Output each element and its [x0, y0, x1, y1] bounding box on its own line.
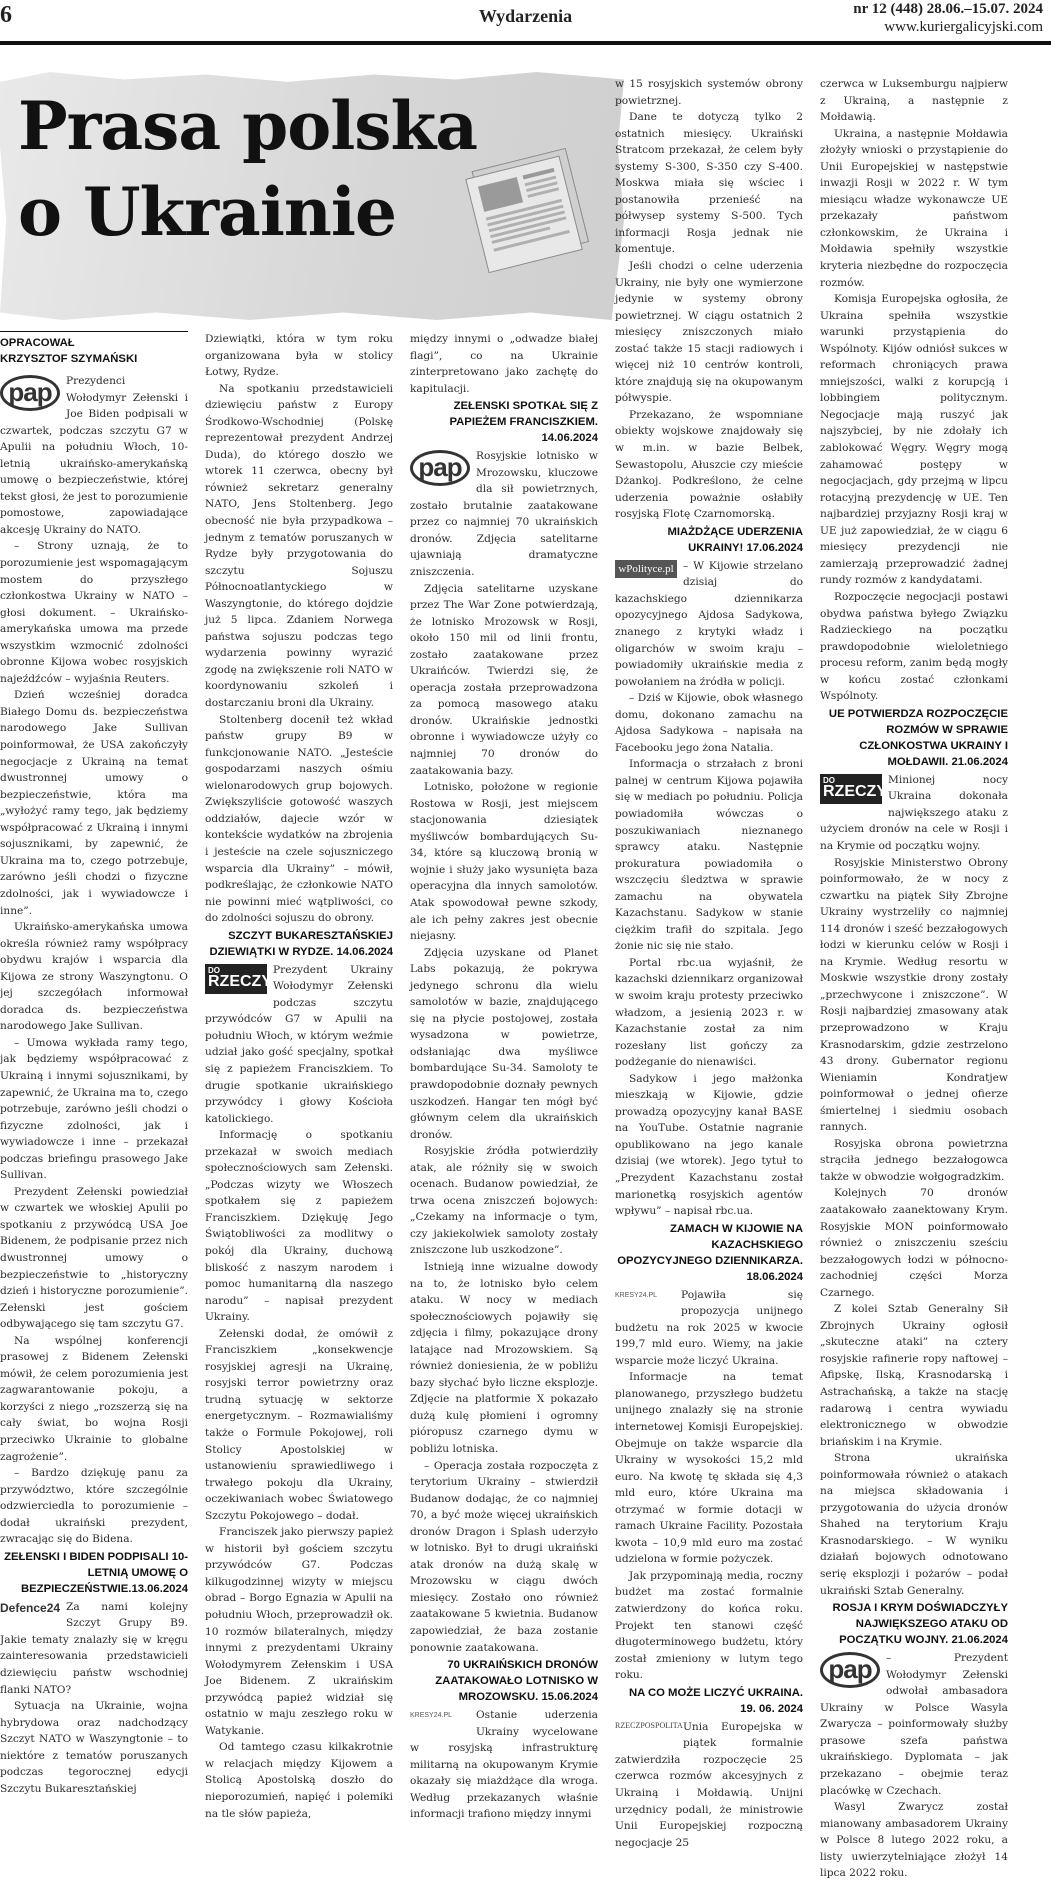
kresy-logo: KRESY24.PL	[410, 1712, 453, 1720]
paragraph: Komisja Europejska ogłosiła, że Ukraina spełniła wszystkie warunki przystąpienia do Wspólnoty. Kijów odniósł sukces w reformach chroniących prawa mniejszości, walki z korupcją i lobbingiem politycznym. Negocjacje mają ruszyć jak najszybciej, by nie zdołały ich zablokować Węgry. Węgry mogą zahamować postępy w negocjacjach, gdy przejmą w lipcu rotacyjną prezydencję w UE. Ten najbardziej przyjazny Rosji kraj w UE już zapowiedział, że w ciągu 6 miesięcy prezydencji nie zamierzają przeprowadzić żadnej rundy rozmów z kandydatami.	[820, 293, 1008, 587]
paragraph: – Dziś w Kijowie, obok własnego domu, dokonano zamachu na Ajdosa Sadykowa – napisała na Facebooku jego żona Natalia.	[615, 692, 803, 754]
paragraph: Lotnisko, położone w regionie Rostowa w Rosji, jest miejscem stacjonowania dziesiątek myśliwców bombardujących Su-34, które są kluczową bronią w wojnie i służy jako wysunięta baza operacyjna dla innych samolotów. Atak spowodował pewne szkody, ale ich pełny zakres jest obecnie niejasny.	[410, 781, 598, 943]
section-name: Wydarzenia	[478, 6, 573, 26]
paragraph: Informacje na temat planowanego, przyszłego budżetu unijnego znalazły się na stronie internetowej Komisji Europejskiej. Obejmuje on także wsparcie dla Ukrainy w wysokości 15,2 mld euro. Na kwotę tę składa się 4,3 mld euro, które Ukraina ma otrzymać w formie dotacji w ramach Ukraine Facility. Pozostała kwota – 10,9 mld euro ma zostać udzielona w formie pożyczek.	[615, 1371, 803, 1566]
paragraph: Prezydenci Wołodymyr Zełenski i Joe Biden podpisali w czwartek, podczas szczytu G7 w Apulii na południu Włoch, 10-letnią ukraińsko-amerykańską umowę o bezpieczeństwie, której tekst głosi, że jest to porozumienie pomostowe, zapowiadające akcesję Ukrainy do NATO.	[0, 375, 188, 536]
dorzeczy-logo: DO RZECZY	[205, 964, 267, 994]
news-heading: ZEŁENSKI I BIDEN PODPISALI 10-LETNIĄ UMOWĘ O BEZPIECZEŃSTWIE.13.06.2024	[4, 1550, 188, 1595]
news-heading: ROSJA I KRYM DOŚWIADCZYŁY NAJWIĘKSZEGO ATAKU OD POCZĄTKU WOJNY. 21.06.2024	[832, 1602, 1008, 1647]
paragraph: Informacja o strzałach z broni palnej w centrum Kijowa pojawiła się w mediach po południu. Policja powiadomiła wówczas o poszukiwaniach nieznanego sprawcy ataku. Następnie prokuratura powiadomiła o wszczęciu śledztwa w sprawie zamachu na obywatela Kazachstanu. Sadykow w stanie ciężkim trafił do szpitala. Jego żonie nic się nie stało.	[615, 758, 803, 953]
paragraph: w 15 rosyjskich systemów obrony powietrznej.	[615, 78, 803, 107]
paragraph: Prezydent Ukrainy Wołodymyr Zełenski podczas szczytu przywódców G7 w Apulii na południu Włoch, w którym weźmie udział jako gość specjalny, spotkał się z papieżem Franciszkiem. To drugie spotkanie ukraińskiego przywódcy i głowy Kościoła katolickiego.	[205, 963, 393, 1125]
paragraph: Informację o spotkaniu przekazał w swoich mediach społecznościowych sam Zełenski. „Podczas wizyty we Włoszech spotkałem się z papieżem Franciszkiem. Dziękuję Jego Świątobliwości za modlitwy o pokój dla Ukrainy, duchową bliskość z naszym narodem i pomoc humanitarną dla naszego narodu” – napisał prezydent Ukrainy.	[205, 1129, 393, 1324]
paragraph: Ukraina, a następnie Mołdawia złożyły wnioski o przystąpienie do Unii Europejskiej w następstwie inwazji Rosji w 2022 r. W tym miesiącu władze wykonawcze UE przekazały państwom członkowskim, że Ukraina i Mołdawia spełniły wszystkie kryteria niezbędne do rozpoczęcia rozmów.	[820, 127, 1008, 289]
paragraph: Zdjęcia uzyskane od Planet Labs pokazują, że pokrywa jedynego schronu dla wielu samolotów w bazie, znajdującego się na płycie postojowej, została wysadzona w powietrze, odsłaniając dwa myśliwce bombardujące Su-34. Samoloty te prawdopodobnie doznały pewnych uszkodzeń. Hangar ten mógł być głównym celem dla ukraińskich dronów.	[410, 946, 598, 1141]
pap-logo: pap	[410, 450, 470, 486]
paragraph: – Bardzo dziękuję panu za przywództwo, które szczególnie odzwierciedla to porozumienie – dodał ukraiński prezydent, zwracając się do Bidena.	[0, 1467, 188, 1546]
paragraph: Dane te dotyczą tylko 2 ostatnich miesięcy. Ukraiński Stratcom przekazał, że celem były systemy S-300, S-350 czy S-400. Moskwa miała się wściec i postanowiła przenieść na półwysep systemy S-500. Tych informacji Rosja jednak nie komentuje.	[615, 111, 803, 256]
news-heading: NA CO MOŻE LICZYĆ UKRAINA. 19. 06. 2024	[628, 1686, 803, 1715]
paragraph: Ostanie uderzenia Ukrainy wycelowane w rosyjską infrastrukturę militarną na okupowanym Krymie okazały się miażdżące dla wroga. Według przekazanych właśnie informacji trafiono między innymi	[410, 1709, 598, 1821]
paragraph: Rosyjskie Ministerstwo Obrony poinformowało, że w nocy z czwartku na piątek Siły Zbrojne Ukrainy wystrzeliły co najmniej 114 dronów i sześć bezzałogowych łodzi w kierunku celów w Rosji i na Krymie. Według resortu w Moskwie wszystkie drony zostały „przechwycone i zniszczone”. W Rosji najbardziej zmasowany atak przeprowadzono w Kraju Krasnodarskim, gdzie zestrzelono 43 drony. Gubernator regionu Wieniamin Kondratjew poinformował o jednej ofierze śmiertelnej i siedmiu osobach rannych.	[820, 856, 1008, 1134]
paragraph: Strona ukraińska poinformowała również o atakach na miejsca składowania i przygotowania do użycia dronów Shahed na terytorium Kraju Krasnodarskiego. – W wyniku działań bojowych odnotowano serię eksplozji i pożarów – podał ukraiński Sztab Generalny.	[820, 1452, 1008, 1597]
news-heading: SZCZYT BUKARESZTAŃSKIEJ DZIEWIĄTKI W RYDZE. 14.06.2024	[209, 929, 393, 958]
column-1	[0, 331, 188, 1797]
paragraph: Dziewiątki, która w tym roku organizowana była w stolicy Łotwy, Rydze.	[205, 333, 393, 379]
paragraph: Stoltenberg docenił też wkład państw grupy B9 w funkcjonowanie NATO. „Jesteście gospodarzami naszych ośmiu wielonarodowych grup bojowych. Zwiększyliście gotowość waszych oddziałów, dajecie wzór w kontekście wydatków na zbrojenia i jesteście na czele sojuszniczego wsparcia dla Ukrainy” – mówił, podkreślając, że członkowie NATO nie powinni mieć wątpliwości, co do zdolności sojuszu do obrony.	[205, 713, 393, 925]
column-4	[615, 76, 803, 1851]
paragraph: Rosyjska obrona powietrzna strąciła jednego bezzałogowca także w obwodzie wołgogradzkim.	[820, 1137, 1008, 1183]
title-line-2: o Ukrainie	[18, 173, 396, 251]
paragraph: Rosyjskie lotnisko w Mrozowsku, kluczowe dla sił powietrznych, zostało brutalnie zaatakowane przez co najmniej 70 ukraińskich dronów. Zdjęcia satelitarne ujawniają dramatyczne zniszczenia.	[410, 450, 598, 579]
page-number: 6	[0, 2, 12, 28]
paragraph: Portal rbc.ua wyjaśnił, że kazachski dziennikarz organizował w swoim kraju protesty przeciwko władzom, a jesienią 2023 r. w Kazachstanie został za nim rozesłany list gończy za podżeganie do nienawiści.	[615, 956, 803, 1069]
newspaper-icon	[455, 150, 595, 270]
news-heading: ZAMACH W KIJOWIE NA KAZACHSKIEGO OPOZYCYJNEGO DZIENNIKARZA. 18.06.2024	[617, 1222, 803, 1283]
paragraph: Rosyjskie źródła potwierdziły atak, ale różniły się w swoich ocenach. Budanow powiedział, że trwa ocena zniszczeń bojowych: „Czekamy na informacje o tym, czy jakiekolwiek samoloty zostały zniszczone lub uszkodzone”.	[410, 1145, 598, 1257]
paragraph: – Operacja została rozpoczęta z terytorium Ukrainy – stwierdził Budanow dodając, że co najmniej 70, a być może więcej ukraińskich dronów Dragon i Splash uderzyło w lotnisko. Był to drugi ukraiński atak dronów na dużą skalę w Mrozowsku w ciągu dwóch miesięcy. Zostało ono również zaatakowane 5 kwietnia. Budanow zapowiedział, że baza zostanie ponownie zaatakowana.	[410, 1459, 598, 1654]
paragraph: Na spotkaniu przedstawicieli dziewięciu państw z Europy Środkowo-Wschodniej (Polskę reprezentował prezydent Andrzej Duda), do którego doszło we wtorek 11 czerwca, obecny był również sekretarz generalny NATO, Jens Stoltenberg. Jego obecność nie była przypadkowa – jednym z tematów poruszanych w Rydze były przygotowania do szczytu Sojuszu Północnoatlantyckiego w Waszyngtonie, do którego dojdzie już 5 lipca. Zdaniem Norwega państwa sojuszu podczas tego wydarzenia powinny wyrazić zgodę na zwiększenie roli NATO w koordynowaniu szkoleń i dostarczaniu broni dla Ukrainy.	[205, 382, 393, 710]
website-link[interactable]: www.kuriergalicyjski.com	[884, 19, 1043, 35]
paragraph: – Prezydent Wołodymyr Zełenski odwołał ambasadora Ukrainy w Polsce Wasyla Zwarycza – poinformowały służby prasowe szefa państwa ukraińskiego. Dyplomata – jak przekazano – obejmie teraz placówkę w Czechach.	[820, 1652, 1008, 1797]
paragraph: Unia Europejska w piątek formalnie zatwierdziła rozpoczęcie 25 czerwca rozmów akcesyjnych z Ukrainą i Mołdawią. Unijni urzędnicy podali, że ministrowie Unii Europejskiej rozpoczną negocjacje 25	[615, 1720, 803, 1849]
pap-logo: pap	[0, 375, 60, 411]
paragraph: Sytuacja na Ukrainie, wojna hybrydowa oraz nadchodzący Szczyt NATO w Waszyngtonie – to niektóre z tematów poruszanych podczas tegorocznej edycji Szczytu Bukaresztańskiej	[0, 1700, 188, 1795]
paragraph: Pojawiła się propozycja unijnego budżetu na rok 2025 w kwocie 199,7 mld euro. Wiemy, na jakie wsparcie może liczyć Ukraina.	[615, 1288, 803, 1367]
paragraph: Za nami kolejny Szczyt Grupy B9. Jakie tematy znalazły się w kręgu zainteresowania przedstawicieli dziewięciu państw wschodniej flanki NATO?	[0, 1600, 188, 1696]
paragraph: – Strony uznają, że to porozumienie jest wspomagającym mostem do przyszłego członkostwa Ukrainy w NATO – głosi dokument. – Ukraińsko-amerykańska umowa ma przede wszystkim wzmocnić zdolności obronne Kijowa wobec rosyjskich najeźdźców – wyjaśnia Reuters.	[0, 540, 188, 685]
news-heading: ZEŁENSKI SPOTKAŁ SIĘ Z PAPIEŻEM FRANCISZKIEM. 14.06.2024	[449, 400, 598, 445]
paragraph: Zdjęcia satelitarne uzyskane przez The War Zone potwierdzają, że lotnisko Mrozowsk w Rosji, około 150 mil od linii frontu, zostało zaatakowane przez Ukraińców. Twierdzi się, że operacja została przeprowadzona za pomocą masowego ataku dronów. Ukraińskie jednostki obronne i wywiadowcze użyły co najmniej 70 dronów do zaatakowania bazy.	[410, 582, 598, 777]
header-rule	[0, 41, 1051, 45]
news-heading: MIAŻDŻĄCE UDERZENIA UKRAINY! 17.06.2024	[667, 525, 803, 554]
byline: OPRACOWAŁ KRZYSZTOF SZYMAŃSKI	[0, 331, 188, 367]
paragraph: Przekazano, że wspomniane obiekty wojskowe znajdowały się w m.in. w bazie Belbek, Sewastopolu, Ałuszcie czy mieście Dżankoj. Podkreślono, że celne uderzenia poważnie osłabiły rosyjską Flotę Czarnomorską.	[615, 408, 803, 521]
paragraph: Wasyl Zwarycz został mianowany ambasadorem Ukrainy w Polsce 8 lutego 2022 roku, a listy uwierzytelniające złożył 14 lipca 2022 roku.	[820, 1801, 1008, 1880]
paragraph: Prezydent Zełenski powiedział w czwartek we włoskiej Apulii po spotkaniu z przywódcą USA Joe Bidenem, że podpisanie przez nich dwustronnej umowy o bezpieczeństwie to „historyczny dzień i historyczne porozumienie”. Zełenski jest gościem odbywającego się tam szczytu G7.	[0, 1185, 188, 1331]
column-5	[820, 76, 1008, 1882]
paragraph: Dzień wcześniej doradca Białego Domu ds. bezpieczeństwa narodowego Jake Sullivan poinformował, że USA zakończyły negocjacje z Ukrainą na temat dwustronnej umowy o bezpieczeństwie, która ma „wyłożyć ramy tego, jak będziemy współpracować z Ukrainą i innymi sojusznikami, by zapewnić, że Ukraina ma to, czego potrzebuje, zarówno jeśli chodzi o fizyczne zdolności, jak i wywiadowcze i inne”.	[0, 689, 188, 917]
column-2	[205, 331, 393, 1822]
paragraph: między innymi o „odwadze białej flagi”, co na Ukrainie zinterpretowano jako zachętę do kapitulacji.	[410, 333, 598, 395]
paragraph: Z kolei Sztab Generalny Sił Zbrojnych Ukrainy ogłosił „skuteczne ataki” na cztery rosyjskie rafinerie ropy naftowej – Afipskę, Ilską, Krasnodarską i Astrachańską, a także na stację radarową i centra wywiadu elektronicznego w obwodzie briańskim i na Krymie.	[820, 1303, 1008, 1448]
paragraph: Franciszek jako pierwszy papież w historii był gościem szczytu przywódców G7. Podczas kilkugodzinnej wizyty w miejscu obrad – Borgo Egnazia w Apulii na południu Włoch, przeprowadził ok. 10 rozmów bilateralnych, między innymi z prezydentami Ukrainy Wołodymyrem Zełenskim i USA Joe Bidenem. Z ukraińskim przywódcą papież widział się ostatnio w maju zeszłego roku w Watykanie.	[205, 1526, 393, 1737]
title-line-1: Prasa polska	[18, 87, 477, 165]
paragraph: – W Kijowie strzelano dzisiaj do kazachskiego dziennikarza opozycyjnego Ajdosa Sadykowa, znanego z krytyki władz i oligarchów w swoim kraju – powiadomiły ukraińskie media z powołaniem na źródła w policji.	[615, 559, 803, 688]
pap-logo: pap	[820, 1652, 880, 1688]
news-heading: 70 UKRAIŃSKICH DRONÓW ZAATAKOWAŁO LOTNISKO W MROZOWSKU. 15.06.2024	[435, 1659, 598, 1704]
issue-info	[853, 0, 1043, 36]
issue-number: nr 12 (448) 28.06.–15.07. 2024	[853, 1, 1043, 17]
paragraph: Jak przypominają media, roczny budżet ma zostać formalnie zatwierdzony do końca roku. Projekt ten stanowi część długoterminowego budżetu, który został zmieniony w lutym tego roku.	[615, 1569, 803, 1682]
paragraph: Minionej nocy Ukraina dokonała największego ataku z użyciem dronów na cele w Rosji i na Krymie od początku wojny.	[820, 773, 1008, 852]
page-header	[0, 0, 1051, 46]
paragraph: czerwca w Luksemburgu najpierw z Ukrainą, a następnie z Mołdawią.	[820, 78, 1008, 124]
wpolityce-logo: wPolityce.pl	[615, 560, 677, 578]
news-heading: UE POTWIERDZA ROZPOCZĘCIE ROZMÓW W SPRAWIE CZŁONKOSTWA UKRAINY I MOŁDAWII. 21.06.2024	[828, 707, 1008, 768]
paragraph: Na wspólnej konferencji prasowej z Bidenem Zełenski mówił, że celem porozumienia jest zagwarantowanie pokoju, a korzyści z niego „rozszerzą się na cały świat, bo wojna Rosji przeciwko Ukrainie to globalne zagrożenie”.	[0, 1334, 188, 1463]
paragraph: Istnieją inne wizualne dowody na to, że lotnisko było celem ataku. W nocy w mediach społecznościowych pojawiły się zdjęcia i filmy, pokazujące drony latające nad Mrozowskiem. Są również doniesienia, że w pobliżu bazy słychać było liczne eksplozje. Zdjęcie na platformie X pokazało dużą kulę płomieni i ogromny pióropusz czarnego dymu w pobliżu lotniska.	[410, 1260, 598, 1455]
kresy-logo: KRESY24.PL	[615, 1291, 658, 1299]
paragraph: Rozpoczęcie negocjacji postawi obydwa państwa byłego Związku Radzieckiego na początku prawdopodobnie wieloletniego procesu reform, zanim będą mogły w końcu zostać członkami Wspólnoty.	[820, 590, 1008, 703]
paragraph: Jeśli chodzi o celne uderzenia Ukrainy, nie były one wymierzone jedynie w systemy obrony powietrznej. W ciągu ostatnich 2 miesięcy zniszczonych miało zostać także 15 stacji radiowych i więcej niż 10 centrów kontroli, które znajdują się na okupowanym półwyspie.	[615, 260, 803, 405]
rzeczpospolita-logo: RZECZPOSPOLITA	[615, 1720, 683, 1730]
column-3	[410, 331, 598, 1823]
dorzeczy-logo: DO RZECZY	[820, 774, 882, 804]
paragraph: Od tamtego czasu kilkakrotnie w relacjach między Kijowem a Stolicą Apostolską doszło do nieporozumień, napięć i polemiki na tle słów papieża,	[205, 1741, 393, 1820]
paragraph: Ukraińsko-amerykańska umowa określa również ramy współpracy obydwu krajów i wsparcia dla Kijowa ze strony Waszyngtonu. O jej szczegółach informował doradca ds. bezpieczeństwa narodowego Jake Sullivan.	[0, 921, 188, 1033]
paragraph: Zełenski dodał, że omówił z Franciszkiem „konsekwencje rosyjskiej agresji na Ukrainę, rosyjski terror powietrzny oraz trudną sytuację w sektorze energetycznym. – Rozmawialiśmy także o Formule Pokojowej, roli Stolicy Apostolskiej w ustanowieniu sprawiedliwego i trwałego pokoju dla Ukrainy, oczekiwaniach wobec Światowego Szczytu Pokojowego – dodał.	[205, 1327, 393, 1522]
article-title	[18, 83, 477, 255]
defence24-logo: Defence24	[0, 1600, 61, 1615]
paragraph: Kolejnych 70 dronów zaatakowało zaanektowany Krym. Rosyjskie MON poinformowało również o zniszczeniu sześciu bezzałogowych łodzi w północno-zachodniej części Morza Czarnego.	[820, 1187, 1008, 1299]
paragraph: Sadykow i jego małżonka mieszkają w Kijowie, gdzie prowadzą opozycyjny kanał BASE na YouTube. Ostatnie nagranie opublikowano na jego kanale dzisiaj (we wtorek). Jego tytuł to „Prezydent Kazachstanu został marionetką rosyjskich agentów wpływu” – napisał rbc.ua.	[615, 1072, 803, 1218]
paragraph: – Umowa wykłada ramy tego, jak będziemy współpracować z Ukrainą i innymi sojusznikami, by zapewnić, że Ukraina ma to, czego potrzebuje, zarówno jeśli chodzi o fizyczne zdolności, jak i wywiadowcze i inne – przekazał podczas briefingu prasowego Jake Sullivan.	[0, 1036, 188, 1182]
